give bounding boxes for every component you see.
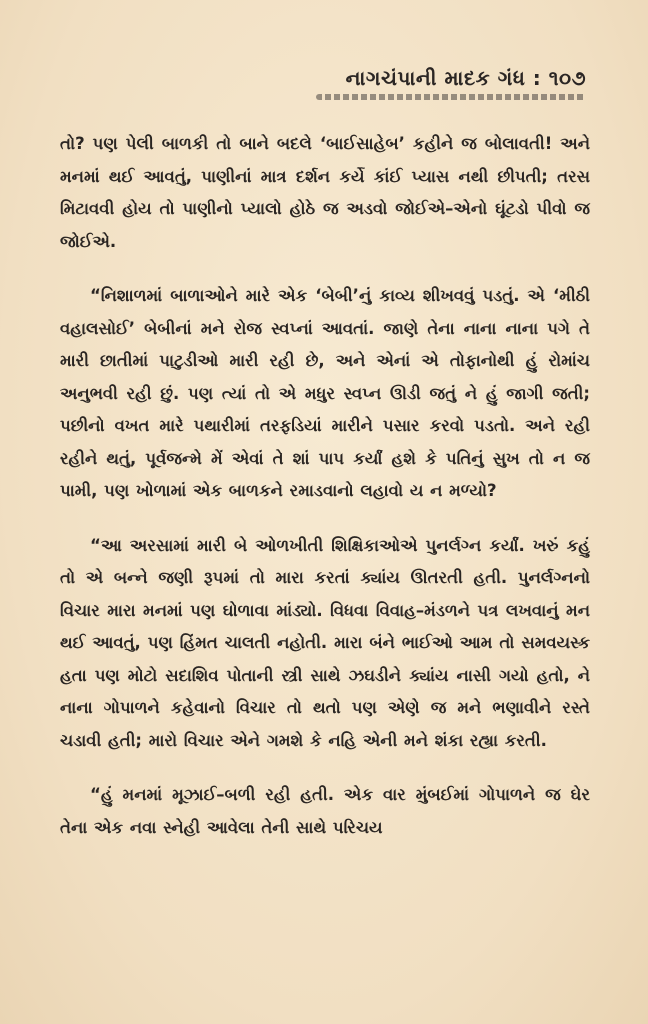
paragraph: તો? પણ પેલી બાળકી તો બાને બદલે ‘બાઈસાહેબ’ કહીને જ બોલાવતી! અને મનમાં થઈ આવતું, પાણીનાં માત્ર દર્શન કર્યે કાંઈ પ્યાસ નથી છીપતી; તરસ મિટાવવી હોય તો પાણીનો પ્યાલો હોઠે જ અડવો જોઈએ–એનો ઘૂંટડો પીવો જ જોઈએ. — [60, 134, 590, 251]
body-text — [60, 128, 590, 866]
running-title: નાગચંપાની માદક ગંધ : ૧૦૭ — [345, 66, 586, 90]
paragraph: “નિશાળમાં બાળાઓને મારે એક ‘બેબી’નું કાવ્ય શીખવવું પડતું. એ ‘મીઠી વહાલસોઈ’ બેબીનાં મને રોજ સ્વપ્નાં આવતાં. જાણે તેના નાના નાના પગે તે મારી છાતીમાં પાટુડીઓ મારી રહી છે, અને એનાં એ તોફાનોથી હું રોમાંચ અનુભવી રહી છું. પણ ત્યાં તો એ મધુર સ્વપ્ન ઊડી જતું ને હું જાગી જતી; પછીનો વખત મારે પથારીમાં તરફડિયાં મારીને પસાર કરવો પડતો. અને રહી રહીને થતું, પૂર્વજન્મે મેં એવાં તે શાં પાપ કર્યાં હશે કે પતિનું સુખ તો ન જ પામી, પણ ખોળામાં એક બાળકને રમાડવાનો લહાવો ય ન મળ્યો? — [60, 286, 590, 500]
paragraph: “હું મનમાં મૂઝાઈ–બળી રહી હતી. એક વાર મુંબઈમાં ગોપાળને જ ઘેર તેના એક નવા સ્નેહી આવેલા તેની સાથે પરિચય — [60, 785, 590, 837]
paragraph: “આ અરસામાં મારી બે ઓળખીતી શિક્ષિકાઓએ પુનર્લગ્ન કર્યાં. ખરું કહું તો એ બન્ને જણી રૂપમાં તો મારા કરતાં ક્યાંય ઊતરતી હતી. પુનર્લગ્નનો વિચાર મારા મનમાં પણ ઘોળાવા માંડ્યો. વિધવા વિવાહ–મંડળને પત્ર લખવાનું મન થઈ આવતું, પણ હિંમત ચાલતી નહોતી. મારા બંને ભાઈઓ આમ તો સમવયસ્ક હતા પણ મોટો સદાશિવ પોતાની સ્ત્રી સાથે ઝઘડીને ક્યાંય નાસી ગયો હતો, ને નાના ગોપાળને કહેવાનો વિચાર તો થતો પણ એણે જ મને ભણાવીને રસ્તે ચડાવી હતી; મારો વિચાર એને ગમશે કે નહિ એની મને શંકા રહ્યા કરતી. — [60, 535, 590, 750]
running-head — [316, 66, 586, 100]
decorative-wavy-rule — [316, 94, 586, 100]
